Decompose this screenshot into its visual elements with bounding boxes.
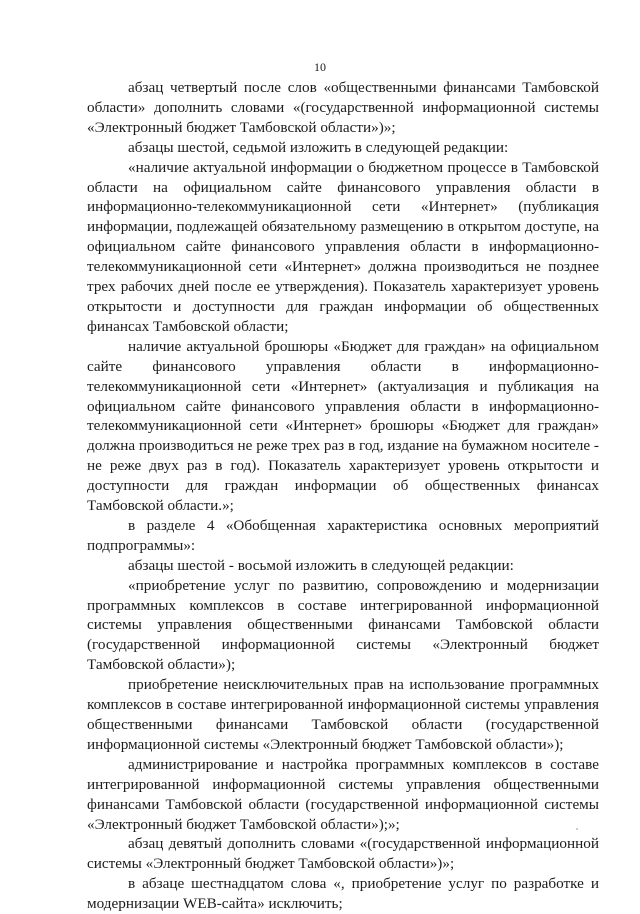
paragraph-8: приобретение неисключительных прав на использование программных комплексов в составе интегрированной информационной системы управления общественными финансами Тамбовской области (государственной информационной системы «Электронный бюджет Тамбовской области»); (87, 676, 599, 753)
document-body (87, 78, 599, 914)
page-number: 10 (314, 60, 326, 74)
paragraph-7: «приобретение услуг по развитию, сопровождению и модернизации программных комплексов в составе интегрированной информационной системы управления общественными финансами Тамбовской области (государственной информационной системы «Электронный бюджет Тамбовской области»); (87, 576, 599, 674)
paragraph-5: в разделе 4 «Обобщенная характеристика основных мероприятий подпрограммы»: (87, 516, 599, 554)
paragraph-10: абзац девятый дополнить словами «(государственной информационной системы «Электронный бюджет Тамбовской области»)»; (87, 835, 599, 873)
paragraph-6: абзацы шестой - восьмой изложить в следующей редакции: (128, 556, 514, 574)
paragraph-4: наличие актуальной брошюры «Бюджет для граждан» на официальном сайте финансового управления области в информационно-телекоммуникационной сети «Интернет» (актуализация и публикация на официальном сайте финансового управления области в информационно-телекоммуникационной сети «Интернет» брошюры «Бюджет для граждан» должна производиться не реже трех раз в год, издание на бумажном носителе - не реже двух раз в год). Показатель характеризует уровень открытости и доступности для граждан информации об общественных финансах Тамбовской области.»; (87, 337, 599, 515)
paragraph-9: администрирование и настройка программных комплексов в составе интегрированной информационной системы управления общественными финансами Тамбовской области (государственной информационной системы «Электронный бюджет Тамбовской области»);»; (87, 755, 599, 833)
scan-speck (576, 828, 578, 830)
paragraph-2: абзацы шестой, седьмой изложить в следующей редакции: (128, 138, 509, 156)
paragraph-1: абзац четвертый после слов «общественными финансами Тамбовской области» дополнить словами «(государственной информационной системы «Электронный бюджет Тамбовской области»)»; (87, 79, 599, 136)
paragraph-3: «наличие актуальной информации о бюджетном процессе в Тамбовской области на официальном сайте финансового управления области в информационно-телекоммуникационной сети «Интернет» (публикация информации, подлежащей обязательному размещению в открытом доступе, на официальном сайте финансового управления области в информационно-телекоммуникационной сети «Интернет» должна производиться не позднее трех рабочих дней после ее утверждения). Показатель характеризует уровень открытости и доступности для граждан информации об общественных финансах Тамбовской области; (87, 158, 599, 335)
paragraph-11: в абзаце шестнадцатом слова «, приобретение услуг по разработке и модернизации WEB-сайта» исключить; (87, 875, 599, 913)
